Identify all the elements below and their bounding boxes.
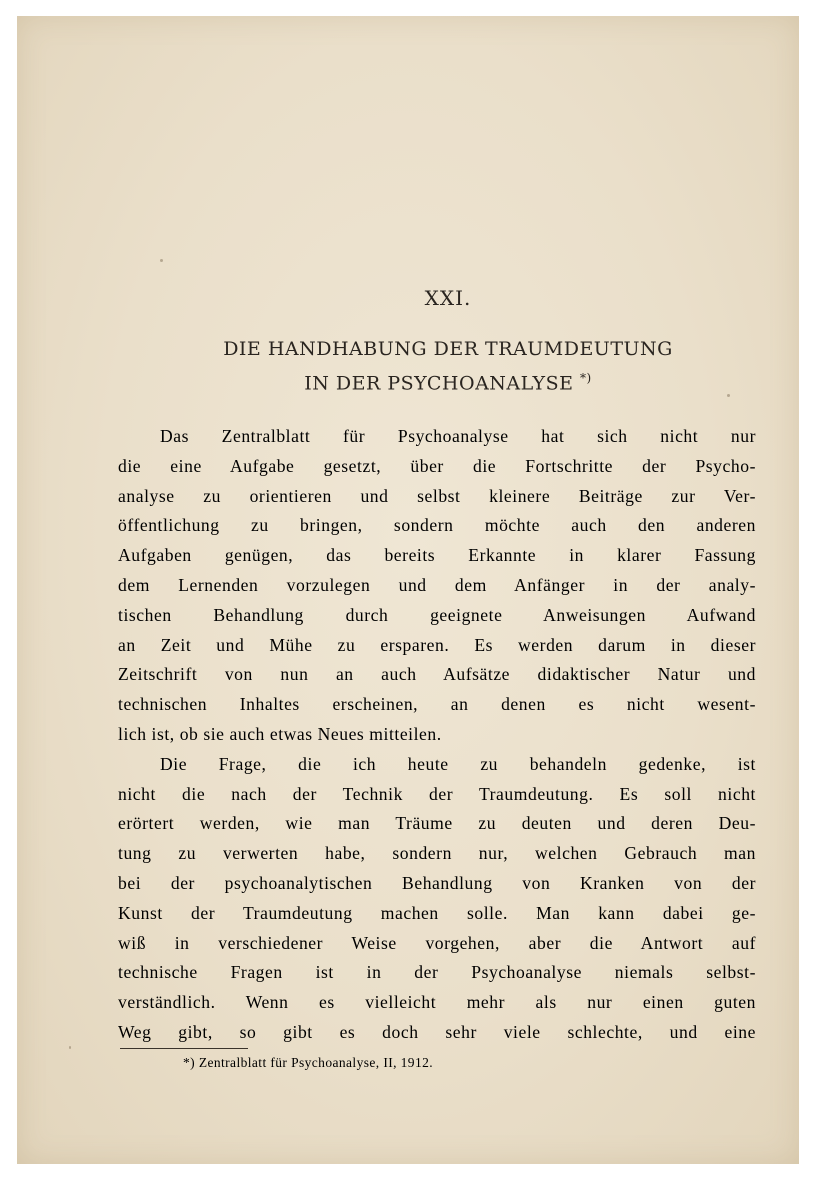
chapter-title-line-1: DIE HANDHABUNG DER TRAUMDEUTUNG bbox=[223, 338, 673, 360]
chapter-title-line-2-text: IN DER PSYCHOANALYSE bbox=[304, 372, 574, 395]
text-line: bei der psychoanalytischen Behandlung von Kranken von der bbox=[118, 872, 756, 893]
text-line: tung zu verwerten habe, sondern nur, welchen Gebrauch man bbox=[118, 843, 756, 864]
text-line: technische Fragen ist in der Psychoanalyse niemals selbst- bbox=[118, 962, 756, 983]
paper-speck bbox=[160, 259, 163, 262]
body-text bbox=[118, 422, 756, 1048]
text-line: Weg gibt, so gibt es doch sehr viele schlechte, und eine bbox=[118, 1021, 756, 1042]
text-line: verständlich. Wenn es vielleicht mehr als nur einen guten bbox=[118, 992, 756, 1013]
text-line: öffentlichung zu bringen, sondern möchte auch den anderen bbox=[118, 515, 756, 536]
text-line: tischen Behandlung durch geeignete Anweisungen Aufwand bbox=[118, 604, 756, 625]
chapter-number: XXI. bbox=[424, 286, 472, 310]
footnote-divider bbox=[120, 1048, 248, 1049]
text-line: analyse zu orientieren und selbst kleinere Beiträge zur Ver- bbox=[118, 485, 756, 506]
footnote-reference: *) bbox=[580, 371, 592, 385]
text-line: Die Frage, die ich heute zu behandeln gedenke, ist bbox=[160, 753, 756, 774]
paper-speck bbox=[69, 1046, 71, 1049]
footnote: *) Zentralblatt für Psychoanalyse, II, 1912. bbox=[183, 1055, 434, 1070]
text-line: erörtert werden, wie man Träume zu deuten und deren Deu- bbox=[118, 813, 756, 834]
text-line: Zeitschrift von nun an auch Aufsätze didaktischer Natur und bbox=[118, 664, 756, 685]
text-line: die eine Aufgabe gesetzt, über die Fortschritte der Psycho- bbox=[118, 455, 756, 476]
text-line: Aufgaben genügen, das bereits Erkannte in klarer Fassung bbox=[118, 545, 756, 566]
text-line: Das Zentralblatt für Psychoanalyse hat sich nicht nur bbox=[160, 426, 756, 446]
text-line: wiß in verschiedener Weise vorgehen, aber die Antwort auf bbox=[118, 932, 756, 953]
text-line: nicht die nach der Technik der Traumdeutung. Es soll nicht bbox=[118, 783, 756, 804]
text-line: lich ist, ob sie auch etwas Neues mitteilen. bbox=[118, 723, 442, 744]
paper-speck bbox=[727, 394, 730, 397]
text-line: an Zeit und Mühe zu ersparen. Es werden darum in dieser bbox=[118, 634, 756, 655]
text-line: technischen Inhaltes erscheinen, an denen es nicht wesent- bbox=[118, 694, 756, 715]
text-line: dem Lernenden vorzulegen und dem Anfänger in der analy- bbox=[118, 574, 756, 595]
text-line: Kunst der Traumdeutung machen solle. Man kann dabei ge- bbox=[118, 902, 756, 923]
chapter-title-line-2 bbox=[57, 371, 816, 394]
